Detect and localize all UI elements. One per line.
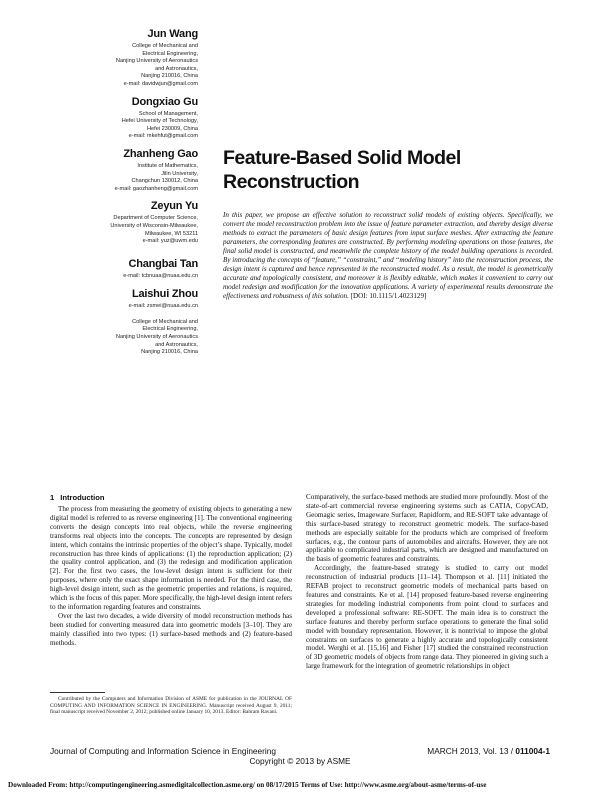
author-block: [86, 200, 198, 245]
affiliation-line: Electrical Engineering,: [142, 50, 198, 57]
affiliation-line: College of Mechanical and: [132, 43, 198, 49]
footnote: Contributed by the Computers and Information Division of ASME for publication in the JOURNAL OF COMPUTING AND INFORMATION SCIENCE IN ENGINEERING. Manuscript received August 9, 2011; final manuscript received November 2, 2012; published online January 10, 2013. Editor: Bahram Ravani.: [50, 696, 292, 716]
author-list: [86, 28, 198, 357]
affiliation-line: Nanjing 210016, China: [141, 349, 198, 356]
abstract-text: In this paper, we propose an effective solution to reconstruct solid models of existing objects. Specifically, we convert the model reconstruction problem into the issue of feature parameter extraction, and thereby design diverse methods to extract the parameters of basic design features from input surface meshes. After extracting the feature parameters, the corresponding features are constructed. By performing modeling operations on those features, the final solid model is constructed, and meanwhile the complete history of the model building operations is recorded. By introducing the concepts of “feature,” “constraint,” and “modeling history” into the reconstruction process, the design intent is captured and hence represented in the reconstructed model. As a result, the model is geometrically accurate and topologically consistent, and moreover it is flexibly editable, which makes it convenient to carry out model redesign and modification for the innovation applications. A variety of experimental results demonstrate the effectiveness and robustness of this solution.: [223, 211, 553, 300]
body-paragraph: Over the last two decades, a wide diversity of model reconstruction methods has been studied for converting measured data into geometric models [3–10]. They are mainly classified into two types: (1) surface-based methods and (2) feature-based methods.: [50, 611, 292, 647]
affiliation-line: Nanjing University of Aeronautics: [115, 58, 198, 65]
affiliation-line: Nanjing 210016, China: [141, 73, 198, 80]
section-number: 1: [50, 493, 55, 502]
author-block: [86, 258, 198, 281]
body-paragraph: Accordingly, the feature-based strategy is studied to carry out model reconstruction of industrial products [11–14]. Thompson et al. [11] initiated the REFAB project to reconstruct geometric models of mechanical parts based on features and constraints. Ke et al. [14] proposed feature-based reverse engineering strategies for modeling industrial components from point cloud to surfaces and developed a professional software: RE-SOFT. The main idea is to construct the surface features and thereby perform surface operations to generate the final solid model with boundary representation. However, it is nontrivial to impose the global constraints on surfaces to generate a highly accurate and topologically consistent model. Werghi et al. [15,16] and Fisher [17] studied the constrained reconstruction of 3D geometric models of objects from range data. They pioneered in giving such a large framework for the integration of geometric relationships in object: [306, 564, 548, 671]
journal-name: Journal of Computing and Information Science in Engineering: [50, 746, 276, 756]
affiliation-line: Hefei 230009, China: [146, 125, 198, 132]
article-id: 011004-1: [515, 746, 550, 756]
author-name: Laishui Zhou: [131, 288, 198, 301]
copyright: Copyright © 2013 by ASME: [249, 756, 351, 766]
affiliation-line: Electrical Engineering,: [142, 326, 198, 333]
body-column-left: [50, 493, 292, 648]
author-name: Changbai Tan: [128, 257, 198, 270]
affiliation-line: College of Mechanical and: [132, 318, 198, 325]
affiliation-line: University of Wisconsin-Milwaukee,: [110, 222, 198, 229]
author-block: [86, 148, 198, 193]
body-paragraph: Comparatively, the surface-based methods are studied more profoundly. Most of the state-of-art commercial reverse engineering systems such as CATIA, CopyCAD, Geomagic series, Imageware Surfacer, Rapidform, and RE-SOFT take advantage of this surface-based strategy to reconstruct geometric models. The surface-based methods are especially suitable for the products which are comprised of freeform surfaces, e.g., the contour parts of automobiles and aircrafts. However, they are not applicable to complicated industrial parts, which are designed and manufactured on the basis of geometric features and constraints.: [306, 493, 548, 564]
affiliation-line: Department of Computer Science,: [113, 215, 198, 222]
affiliation-line: Nanjing University of Aeronautics: [115, 334, 198, 341]
issue-info: [427, 746, 550, 756]
issue-date-volume: MARCH 2013, Vol. 13: [427, 746, 509, 756]
doi-link[interactable]: [DOI: 10.1115/1.4023129]: [350, 291, 427, 300]
author-name: Zhanheng Gao: [123, 147, 198, 160]
affiliation-line: and Astronautics,: [155, 341, 198, 348]
shared-affiliation: [86, 319, 198, 357]
affiliation-line: and Astronautics,: [155, 65, 198, 72]
author-block: [86, 96, 198, 141]
author-email: e-mail: tcbnuaa@nuaa.edu.cn: [123, 272, 198, 279]
author-email: e-mail: gaozhanheng@gmail.com: [114, 185, 198, 192]
author-name: Dongxiao Gu: [131, 95, 198, 108]
affiliation-line: Jilin University,: [161, 170, 198, 177]
section-heading: [50, 493, 292, 503]
body-paragraph: The process from measuring the geometry of existing objects to generating a new digital model is referred to as reverse engineering [1]. The conventional engineering converts the design concepts into real objects, while the reverse engineering transforms real objects into the concepts. The concepts are represented by design intent, which contains the intrinsic properties of the object’s shape. Typically, model reconstruction has three kinds of applications: (1) the reproduction application; (2) the quality control application, and (3) the redesign and modification application [2]. For the first two cases, the low-level design intent is sufficient for their purposes, where only the exact shape information is needed. For the third case, the high-level design intent, such as the geometric properties and relations, is required, which is the focus of this paper. More specifically, the high-level design intent refers to the information regarding features and constraints.: [50, 505, 292, 611]
section-title: Introduction: [60, 493, 105, 502]
paper-title: Feature-Based Solid Model Reconstruction: [223, 147, 461, 193]
author-email: e-mail: mkehfut@gmail.com: [128, 133, 198, 140]
author-email: e-mail: zsmei@nuaa.edu.cn: [128, 303, 198, 310]
abstract: [223, 211, 553, 301]
author-email: e-mail: davidwjun@gmail.com: [123, 80, 198, 87]
affiliation-line: Hefei University of Technology,: [121, 118, 198, 125]
body-column-right: [306, 493, 548, 671]
affiliation-line: School of Management,: [138, 110, 198, 117]
footnote-divider: [50, 692, 105, 693]
author-name: Jun Wang: [147, 28, 198, 40]
download-notice: Downloaded From: http://computingengineering.asmedigitalcollection.asme.org/ on 08/17/2015 Terms of Use: http://www.asme.org/about-asme/terms-of-use: [8, 781, 487, 789]
author-block: [86, 28, 198, 89]
author-block: [86, 288, 198, 311]
affiliation-line: Changchun 130012, China: [131, 178, 198, 185]
author-email: e-mail: yuz@uwm.edu: [142, 238, 198, 245]
affiliation-line: Institute of Mathematics,: [137, 162, 198, 169]
issue-separator: /: [510, 746, 514, 756]
affiliation-line: Milwaukee, WI 53211: [144, 230, 198, 237]
author-name: Zeyun Yu: [150, 200, 198, 213]
